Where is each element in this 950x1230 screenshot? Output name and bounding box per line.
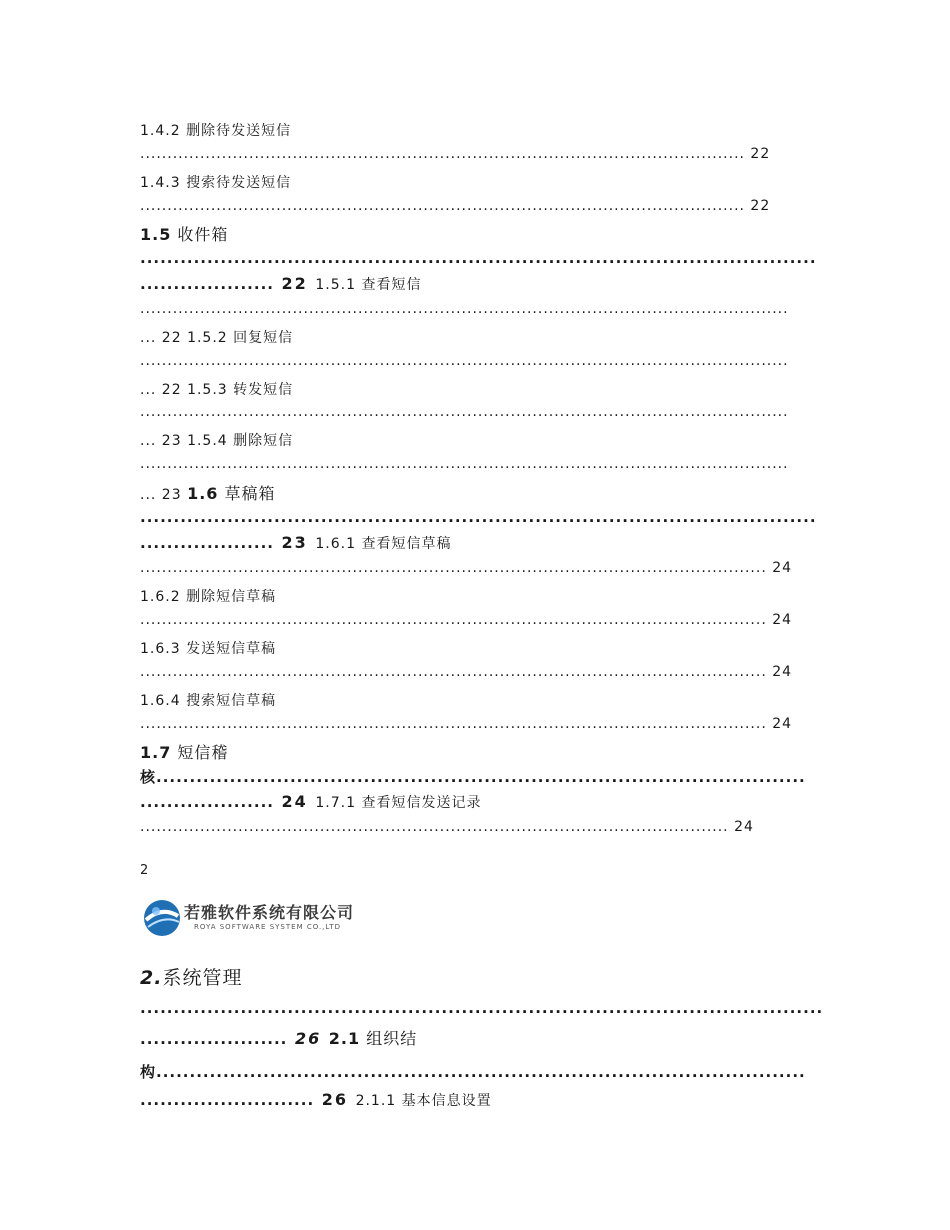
- toc-line-1-6-3: 1.6.3 发送短信草稿: [140, 641, 277, 657]
- toc-dots-1-5-4: .......................................................................................................................: [140, 456, 789, 472]
- toc-dots-1-7-1: ............................................................................................................ 24: [140, 819, 754, 835]
- toc-dots-1-5-2: .......................................................................................................................: [140, 353, 789, 369]
- toc-dots-1-6-2: ................................................................................................................... 24: [140, 612, 793, 628]
- toc2-line-2-1-1: .......................... 26 2.1.1 基本信息设置: [140, 1090, 492, 1109]
- globe-logo-icon: [142, 898, 182, 938]
- toc-dots-1-6-3: ................................................................................................................... 24: [140, 664, 793, 680]
- page-number: 2: [140, 863, 149, 878]
- toc-dots-1-4-3: ............................................................................................................... 22: [140, 198, 771, 214]
- toc-line-1-5-3: ... 22 1.5.3 转发短信: [140, 382, 294, 398]
- toc-dots-1-6-4: ................................................................................................................... 24: [140, 716, 793, 732]
- toc-line-1-5-2: ... 22 1.5.2 回复短信: [140, 330, 294, 346]
- toc-line-1-4-2: 1.4.2 删除待发送短信: [140, 123, 292, 139]
- toc-bold-dots-1-6: .....................................................................................................: [140, 508, 817, 526]
- toc-line-1-5-4: ... 23 1.5.4 删除短信: [140, 433, 294, 449]
- toc-dots-1-5-1: .......................................................................................................................: [140, 301, 789, 317]
- toc2-bold-dots-2: ......................................................................................................: [140, 999, 824, 1017]
- toc-bold-dots-1-5: .....................................................................................................: [140, 249, 817, 267]
- toc-heading-1-5: 1.5 收件箱: [140, 225, 229, 244]
- toc-dots-1-5-3: .......................................................................................................................: [140, 404, 789, 420]
- toc-heading-1-6: ... 23 1.6 草稿箱: [140, 484, 276, 503]
- logo-company-name-cn: 若雅软件系统有限公司: [184, 903, 355, 922]
- toc-bold-dots-1-7: 核.................................................................................................: [140, 768, 806, 786]
- company-logo: [142, 896, 372, 940]
- toc-line-1-6-2: 1.6.2 删除短信草稿: [140, 589, 277, 605]
- toc-line-1-4-3: 1.4.3 搜索待发送短信: [140, 175, 292, 191]
- toc2-heading-2: 2.系统管理: [140, 967, 243, 989]
- toc-dots-1-6-1: ................................................................................................................... 24: [140, 560, 793, 576]
- toc-line-1-7-1: .................... 24 1.7.1 查看短信发送记录: [140, 792, 482, 811]
- toc2-bold-dots-2-1: 构.................................................................................................: [140, 1063, 806, 1081]
- toc2-line-2-1: ...................... 26 2.1 组织结: [140, 1029, 418, 1048]
- toc-line-1-6-1: .................... 23 1.6.1 查看短信草稿: [140, 533, 452, 552]
- toc-line-1-6-4: 1.6.4 搜索短信草稿: [140, 693, 277, 709]
- logo-company-name-en: ROYA SOFTWARE SYSTEM CO.,LTD: [194, 923, 341, 931]
- toc-line-1-5-1: .................... 22 1.5.1 查看短信: [140, 274, 422, 293]
- toc-heading-1-7: 1.7 短信稽: [140, 743, 229, 762]
- toc-dots-1-4-2: ............................................................................................................... 22: [140, 146, 771, 162]
